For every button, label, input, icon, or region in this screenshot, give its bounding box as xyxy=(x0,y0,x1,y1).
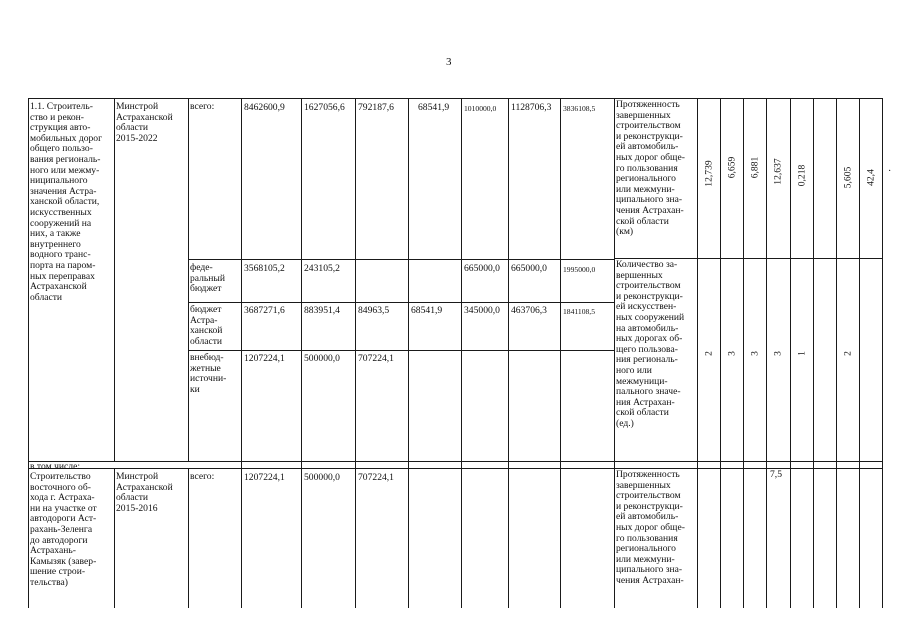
col-divider xyxy=(301,98,302,608)
page-number: 3 xyxy=(446,56,452,68)
value-cell: 665000,0 xyxy=(464,263,500,274)
indicator-value: 3 xyxy=(772,351,784,356)
row-divider xyxy=(188,302,614,303)
value-cell: 68541,9 xyxy=(418,102,450,113)
source-label-total: всего: xyxy=(190,102,215,112)
indicator-value: 42,4 xyxy=(865,169,877,186)
col-divider xyxy=(859,98,860,608)
value-cell: 792187,6 xyxy=(358,102,394,113)
row-divider xyxy=(188,350,614,351)
value-cell: 500000,0 xyxy=(304,353,340,364)
indicator-length-label: Протяженность завершенных строительством и реконструкци- ей автомобиль- ных дорог обще- го пользования регионального или межмуни- ципального зна- чения Астрахан- xyxy=(616,470,685,586)
row-divider xyxy=(614,258,882,259)
indicator-value: 3 xyxy=(749,351,761,356)
value-cell: 84963,5 xyxy=(358,305,390,316)
indicator-value: 12,739 xyxy=(703,160,715,187)
col-divider xyxy=(560,98,561,608)
table-border-left xyxy=(28,98,29,608)
value-cell: 1207224,1 xyxy=(244,353,285,364)
indicator-structures-label: Количество за- вершенных строительством и реконструкци- ей искусствен- ных сооружений на автомобиль- ных дорогах об- щего пользова- ния региональ- ного или межмуници- пального значе- ния Астрахан- ской области (ед.) xyxy=(616,260,685,429)
col-divider xyxy=(766,98,767,608)
col-divider xyxy=(355,98,356,608)
col-divider xyxy=(813,98,814,608)
table-border-right xyxy=(882,98,883,608)
executor-cell: Минстрой Астраханской области 2015-2016 xyxy=(116,472,173,514)
indicator-value: 2 xyxy=(703,351,715,356)
value-cell: 1841108,5 xyxy=(563,307,595,316)
col-divider xyxy=(697,98,698,608)
value-cell: 3836108,5 xyxy=(563,104,596,113)
indicator-value: 3 xyxy=(726,351,738,356)
source-label-regional: бюджет Астра- ханской области xyxy=(190,305,223,347)
value-cell: 665000,0 xyxy=(511,263,547,274)
col-divider xyxy=(836,98,837,608)
col-divider xyxy=(188,468,189,608)
value-cell: 500000,0 xyxy=(304,472,340,483)
value-cell: 1995000,0 xyxy=(563,265,596,274)
col-divider xyxy=(508,98,509,608)
value-cell: 8462600,9 xyxy=(244,102,285,113)
source-label-total: всего: xyxy=(190,472,215,482)
indicator-length-label: Протяженность завершенных строительством и реконструкци- ей автомобиль- ных дорог обще- го пользования регионального или межмуни- ципального зна- чения Астрахан- ской области (км) xyxy=(616,100,685,238)
col-divider xyxy=(743,98,744,608)
measure-name: Строительство восточного об- хода г. Астраха- ни на участке от автодороги Аст- рахань-Зеленга до автодороги Астрахань- Камызяк (завер- шение строи- тельства) xyxy=(30,472,97,588)
indicator-value: 6,881 xyxy=(749,156,761,179)
value-cell: 1128706,3 xyxy=(511,102,552,113)
indicator-value: 5,605 xyxy=(842,166,854,189)
value-cell: 707224,1 xyxy=(358,472,394,483)
value-cell: 243105,2 xyxy=(304,263,340,274)
col-divider xyxy=(241,98,242,608)
col-divider xyxy=(720,98,721,608)
indicator-value: 2 xyxy=(842,351,854,356)
table-border-top xyxy=(28,98,882,99)
col-divider xyxy=(408,98,409,608)
value-cell: 68541,9 xyxy=(411,305,443,316)
indicator-value: 12,637 xyxy=(772,158,784,185)
value-cell: 3568105,2 xyxy=(244,263,285,274)
col-divider xyxy=(614,98,615,608)
value-cell: 1207224,1 xyxy=(244,472,285,483)
col-divider xyxy=(188,98,189,461)
indicator-value: 1 xyxy=(796,351,808,356)
indicator-value: 6,659 xyxy=(726,156,738,179)
source-label-extrabudget: внебюд- жетные источни- ки xyxy=(190,353,227,395)
executor-cell: Минстрой Астраханской области 2015-2022 xyxy=(116,102,173,144)
value-cell: 1627056,6 xyxy=(304,102,345,113)
value-cell: 463706,3 xyxy=(511,305,547,316)
value-cell: 3687271,6 xyxy=(244,305,285,316)
value-cell: 883951,4 xyxy=(304,305,340,316)
col-divider xyxy=(114,468,115,608)
col-divider xyxy=(790,98,791,608)
col-divider xyxy=(461,98,462,608)
value-cell: 345000,0 xyxy=(464,305,500,316)
col-divider xyxy=(114,98,115,461)
value-cell: 707224,1 xyxy=(358,353,394,364)
subheading: в том числе: xyxy=(30,462,81,472)
row-divider xyxy=(28,461,882,462)
indicator-value: 0,218 xyxy=(796,164,808,187)
measure-name: 1.1. Строитель- ство и рекон- струкция авто- мобильных дорог общего пользо- вания региональ- ного или межму- ниципального значения Астра- ханской области, искусственных сооружений на них, а также внутреннего водного транс- порта на паром- ных переправах Астраханской области xyxy=(30,102,103,303)
indicator-value: 7,5 xyxy=(770,469,782,480)
source-label-federal: феде- ральный бюджет xyxy=(190,263,226,295)
row-divider xyxy=(28,468,882,469)
scan-mark: · xyxy=(888,166,892,177)
row-divider xyxy=(188,259,614,260)
value-cell: 1010000,0 xyxy=(464,104,497,113)
